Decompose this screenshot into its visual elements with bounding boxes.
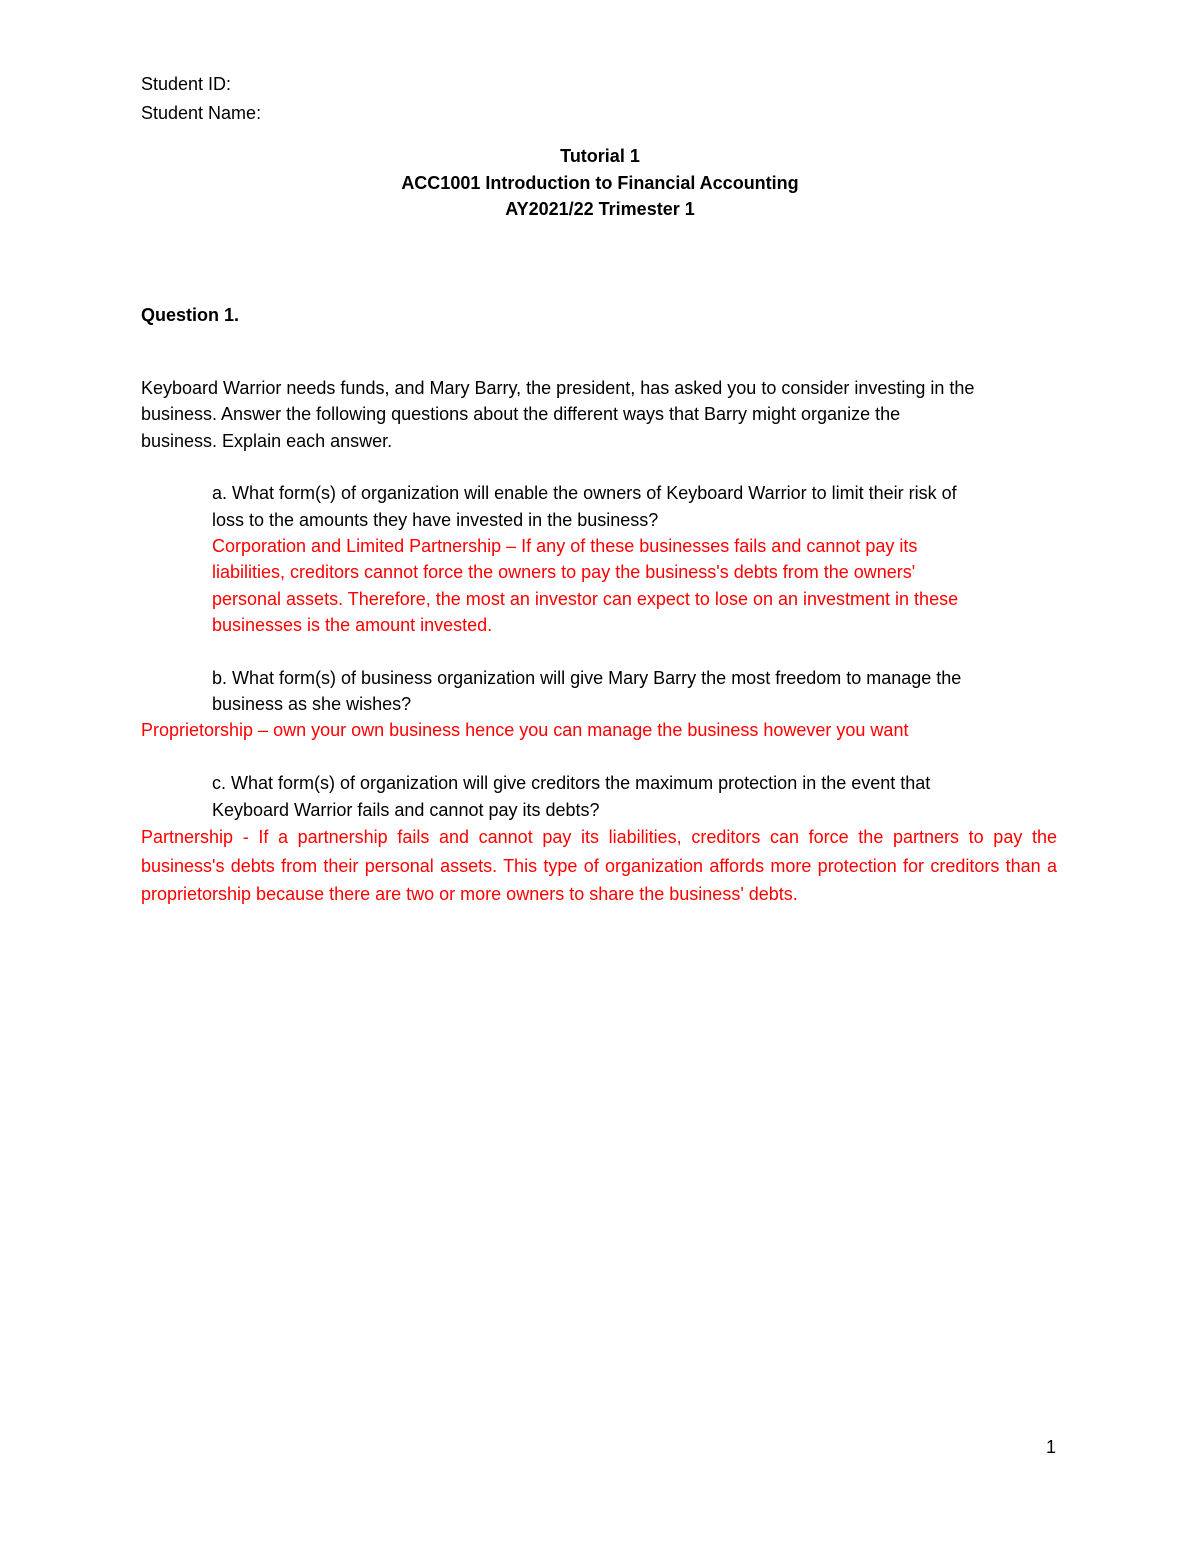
title-course: ACC1001 Introduction to Financial Accounting bbox=[401, 173, 799, 193]
part-c-question: c. What form(s) of organization will give creditors the maximum protection in the event that bbox=[212, 773, 931, 793]
part-b-question: business as she wishes? bbox=[212, 694, 412, 714]
part-a-answer: Corporation and Limited Partnership – If any of these businesses fails and cannot pay its bbox=[212, 536, 918, 556]
title-term: AY2021/22 Trimester 1 bbox=[505, 199, 695, 219]
part-a-answer: personal assets. Therefore, the most an investor can expect to lose on an investment in these bbox=[212, 589, 959, 609]
page-number: 1 bbox=[1046, 1437, 1057, 1457]
part-c-answer: Partnership - If a partnership fails and cannot pay its liabilities, creditors can force the partners to pay the business's debts from their personal assets. This type of organization affords more protection for creditors than a proprietorship because there are two or more owners to share the business' debts. bbox=[141, 827, 1057, 904]
student-name-label: Student Name: bbox=[141, 103, 262, 123]
part-a-answer: liabilities, creditors cannot force the owners to pay the business's debts from the owners' bbox=[212, 562, 916, 582]
intro-line: Keyboard Warrior needs funds, and Mary Barry, the president, has asked you to consider investing in the bbox=[141, 378, 975, 398]
part-b-answer: Proprietorship – own your own business hence you can manage the business however you want bbox=[141, 720, 909, 740]
question-heading: Question 1. bbox=[141, 305, 240, 325]
part-a-question: a. What form(s) of organization will enable the owners of Keyboard Warrior to limit their risk of bbox=[212, 483, 957, 503]
intro-line: business. Explain each answer. bbox=[141, 431, 393, 451]
part-c-question: Keyboard Warrior fails and cannot pay its debts? bbox=[212, 800, 600, 820]
part-b-question: b. What form(s) of business organization will give Mary Barry the most freedom to manage the bbox=[212, 668, 962, 688]
part-a-answer: businesses is the amount invested. bbox=[212, 615, 493, 635]
part-a-question: loss to the amounts they have invested in the business? bbox=[212, 510, 659, 530]
title-tutorial: Tutorial 1 bbox=[560, 146, 640, 166]
student-id-label: Student ID: bbox=[141, 74, 232, 94]
intro-line: business. Answer the following questions about the different ways that Barry might organize the bbox=[141, 404, 901, 424]
